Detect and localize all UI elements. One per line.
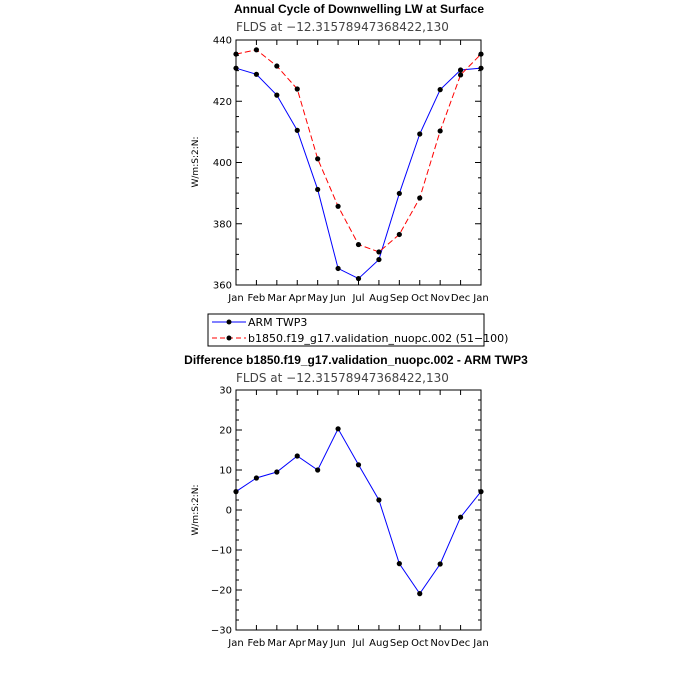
chart2-plot-frame [236,390,481,630]
series-1-point [335,204,340,209]
x-tick-label: Jan [473,638,489,649]
series-0-point [438,561,443,566]
series-1-point [356,242,361,247]
chart2-subtitle: FLDS at −12.31578947368422,130 [236,371,449,385]
y-tick-label: 10 [219,465,232,477]
x-tick-label: Apr [288,638,306,649]
y-tick-label: 440 [212,35,232,47]
y-tick-label: 0 [225,505,232,517]
y-tick-label: 30 [219,385,232,397]
legend-label-arm: ARM TWP3 [248,316,308,329]
x-tick-label: Jan [228,293,244,304]
chart1-series [233,47,483,281]
series-0-point [356,462,361,467]
series-0-point [254,72,259,77]
difference-chart [184,353,528,649]
chart1-title: Annual Cycle of Downwelling LW at Surface [233,2,485,16]
series-0-point [315,467,320,472]
x-tick-label: Jan [228,638,244,649]
legend-marker-model [227,336,232,341]
series-line-1 [236,50,481,252]
series-0-point [397,561,402,566]
series-0-point [397,191,402,196]
series-0-point [478,489,483,494]
x-tick-label: Oct [411,638,429,649]
series-1-point [274,63,279,68]
series-0-point [458,515,463,520]
chart2-ylabel: W/m:S:2:N: [191,484,201,536]
x-tick-label: Nov [430,638,450,649]
chart2-series [233,426,483,596]
y-tick-label: 400 [212,158,232,169]
series-0-point [335,426,340,431]
series-line-0 [236,429,481,594]
series-0-point [376,497,381,502]
chart1-legend [208,314,508,346]
series-0-point [254,475,259,480]
y-tick-label: 360 [212,280,232,292]
y-tick-label: −20 [210,585,232,597]
x-tick-label: Aug [369,293,389,304]
y-tick-label: −10 [210,545,232,557]
series-0-point [295,453,300,458]
series-1-point [438,128,443,133]
x-tick-label: Aug [369,638,389,649]
chart2-ticks [211,386,489,650]
x-tick-label: May [307,293,329,304]
x-tick-label: May [307,638,329,649]
chart1-plot-frame [236,40,481,285]
series-1-point [417,195,422,200]
series-1-point [478,51,483,56]
series-1-point [233,51,238,56]
chart1-subtitle: FLDS at −12.31578947368422,130 [236,20,449,34]
series-1-point [315,156,320,161]
x-tick-label: Mar [267,293,287,304]
x-tick-label: Dec [450,638,471,649]
series-0-point [356,276,361,281]
series-0-point [417,131,422,136]
x-tick-label: Feb [247,638,266,649]
x-tick-label: Jul [352,293,365,304]
x-tick-label: Feb [247,293,266,304]
y-tick-label: −30 [210,625,232,637]
y-tick-label: 380 [212,219,232,231]
x-tick-label: Mar [267,638,287,649]
series-1-point [376,249,381,254]
series-1-point [295,86,300,91]
x-tick-label: Nov [430,293,450,304]
annual-cycle-chart [191,2,508,346]
series-1-point [458,72,463,77]
legend-marker-arm [227,320,232,325]
x-tick-label: Jun [330,293,346,304]
y-tick-label: 20 [219,425,232,437]
series-0-point [295,128,300,133]
series-0-point [233,489,238,494]
series-0-point [274,93,279,98]
series-0-point [233,66,238,71]
series-0-point [438,87,443,92]
x-tick-label: Jun [330,638,346,649]
x-tick-label: Sep [389,293,409,304]
chart2-title: Difference b1850.f19_g17.validation_nuopc.002 - ARM TWP3 [184,353,528,367]
series-1-point [254,47,259,52]
series-0-point [335,266,340,271]
y-tick-label: 420 [212,96,232,108]
series-0-point [274,469,279,474]
x-tick-label: Jul [352,638,365,649]
series-0-point [478,66,483,71]
x-tick-label: Apr [288,293,306,304]
x-tick-label: Oct [411,293,429,304]
legend-label-model: b1850.f19_g17.validation_nuopc.002 (51−100) [248,332,509,345]
series-0-point [315,187,320,192]
series-0-point [417,591,422,596]
series-0-point [376,257,381,262]
series-0-point [458,67,463,72]
x-tick-label: Jan [473,293,489,304]
chart1-ylabel: W/m:S:2:N: [191,136,201,188]
series-1-point [397,232,402,237]
x-tick-label: Sep [389,638,409,649]
x-tick-label: Dec [450,293,471,304]
